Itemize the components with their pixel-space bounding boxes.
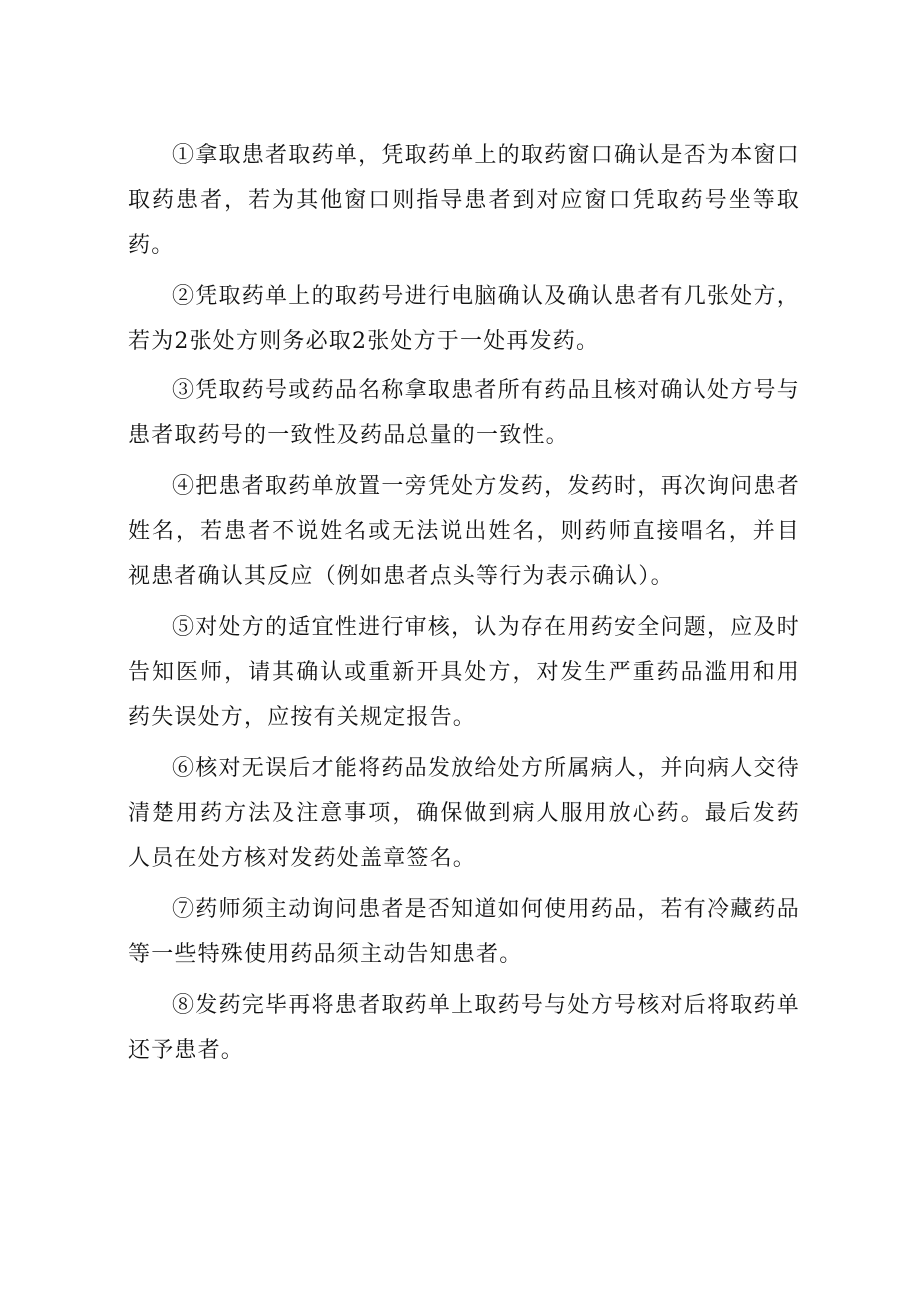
paragraph-step-7: ⑦药师须主动询问患者是否知道如何使用药品，若有冷藏药品等一些特殊使用药品须主动告知患者。 [128,897,800,967]
paragraph-step-3: ③凭取药号或药品名称拿取患者所有药品且核对确认处方号与患者取药号的一致性及药品总量的一致性。 [128,378,800,448]
paragraph-step-2: ②凭取药单上的取药号进行电脑确认及确认患者有几张处方，若为2张处方则务必取2张处方于一处再发药。 [128,284,800,354]
paragraph-step-6: ⑥核对无误后才能将药品发放给处方所属病人，并向病人交待清楚用药方法及注意事项，确保做到病人服用放心药。最后发药人员在处方核对发药处盖章签名。 [128,756,800,871]
paragraph-step-4: ④把患者取药单放置一旁凭处方发药，发药时，再次询问患者姓名，若患者不说姓名或无法说出姓名，则药师直接唱名，并目视患者确认其反应（例如患者点头等行为表示确认）。 [128,474,800,589]
paragraph-step-5: ⑤对处方的适宜性进行审核，认为存在用药安全问题，应及时告知医师，请其确认或重新开具处方，对发生严重药品滥用和用药失误处方，应按有关规定报告。 [128,615,800,730]
document-body [128,133,800,1079]
paragraph-step-1: ①拿取患者取药单，凭取药单上的取药窗口确认是否为本窗口取药患者，若为其他窗口则指导患者到对应窗口凭取药号坐等取药。 [128,143,800,258]
paragraph-step-8: ⑧发药完毕再将患者取药单上取药号与处方号核对后将取药单还予患者。 [128,993,800,1063]
